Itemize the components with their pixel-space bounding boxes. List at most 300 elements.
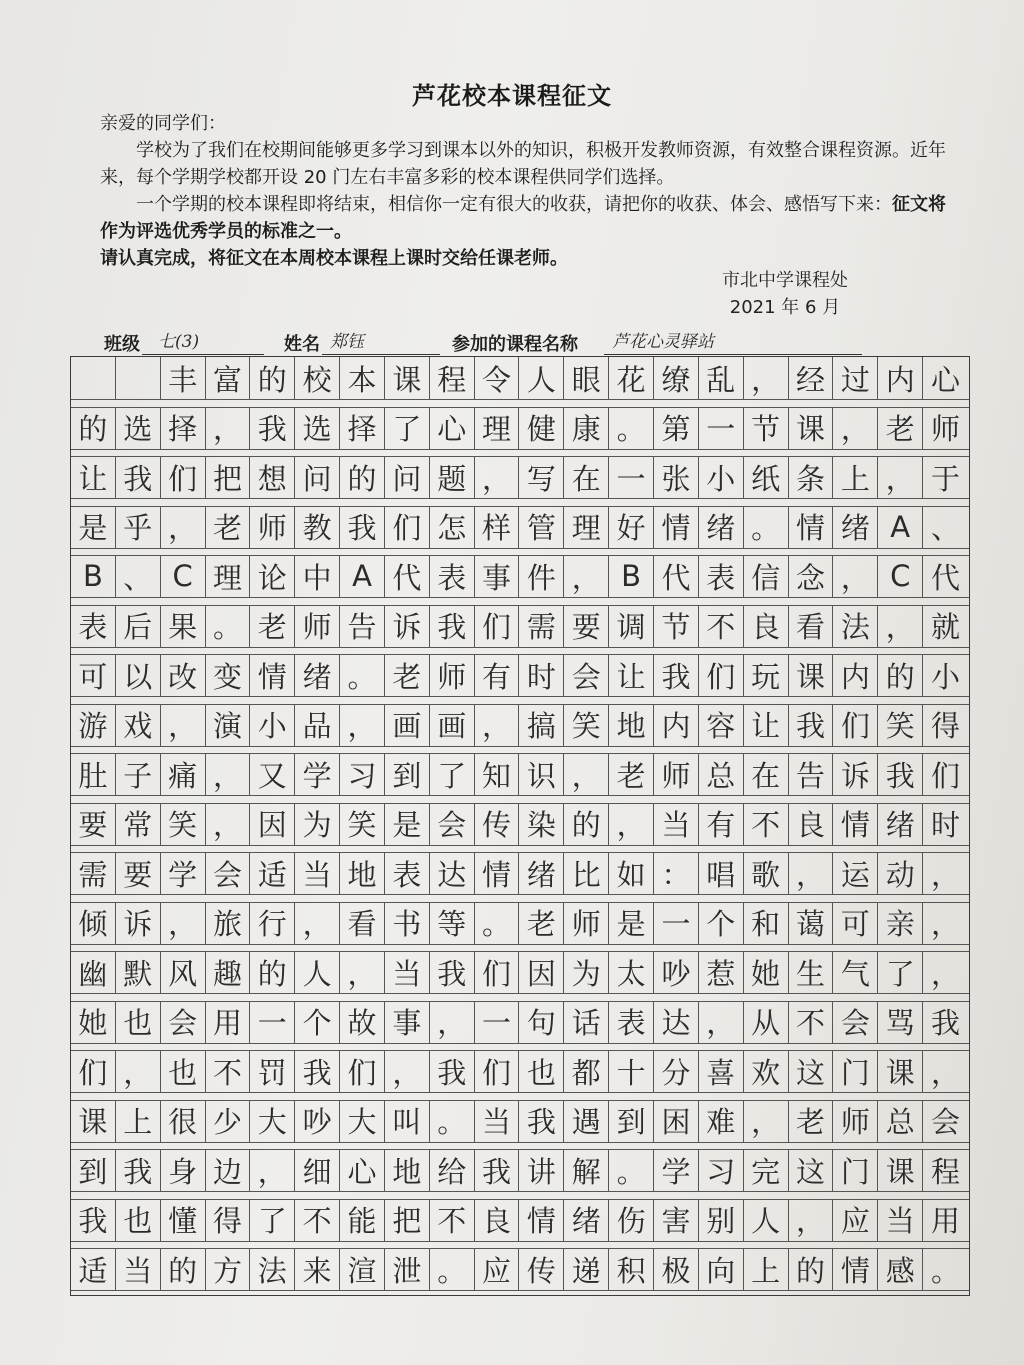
grid-cell: 良 (744, 605, 789, 647)
grid-row-gap-line (71, 1142, 969, 1143)
grid-cell: 染 (520, 803, 565, 845)
greeting: 亲爱的同学们： (100, 113, 226, 134)
grid-cell: 绪 (564, 1199, 609, 1241)
grid-cell: 。 (430, 1248, 475, 1290)
grid-cell: 心 (340, 1149, 385, 1191)
grid-cell: 事 (475, 555, 520, 597)
grid-cell: 气 (833, 951, 878, 993)
grid-cell: 老 (206, 506, 251, 548)
grid-cell: 表 (699, 555, 744, 597)
grid-cell: 总 (699, 753, 744, 795)
intro-paragraph-1: 学校为了我们在校期间能够更多学习到课本以外的知识，积极开发教师资源，有效整合课程资源。近年来，每个学期学校都开设 20 门左右丰富多彩的校本课程供同学们选择。 (100, 140, 946, 188)
grid-cell: 我 (250, 407, 295, 449)
grid-cell: 人 (520, 357, 565, 399)
grid-cell: A (878, 506, 923, 548)
grid-cell: 我 (430, 1050, 475, 1092)
grid-cell: 师 (564, 902, 609, 944)
grid-cell: 用 (206, 1001, 251, 1043)
grid-cell: 代 (654, 555, 699, 597)
course-field-line (604, 354, 862, 355)
grid-cell: 程 (931, 1154, 961, 1189)
grid-cell: ， (475, 456, 520, 498)
grid-cell: 解 (564, 1149, 609, 1191)
grid-cell: 老 (878, 407, 923, 449)
grid-cell: 用 (931, 1204, 961, 1238)
grid-cell: 们 (833, 704, 878, 746)
grid-cell: 比 (564, 852, 609, 894)
grid-cell: 不 (744, 803, 789, 845)
grid-cell: 这 (789, 1149, 834, 1191)
grid-cell: 了 (878, 951, 923, 993)
grid-cell: ： (654, 852, 699, 894)
grid-cell: 上 (833, 456, 878, 498)
grid-cell: 情 (833, 1248, 878, 1290)
grid-cell: 幽 (71, 951, 116, 993)
grid-cell: ， (206, 753, 251, 795)
grid-cell: C (878, 555, 923, 597)
grid-cell: 们 (931, 758, 961, 793)
grid-cell: 和 (744, 902, 789, 944)
grid-cell: ， (744, 1100, 789, 1142)
grid-cell: C (161, 555, 206, 597)
grid-cell: 会 (161, 1001, 206, 1043)
grid-cell: 也 (116, 1199, 161, 1241)
grid-cell: 习 (699, 1149, 744, 1191)
grid-cell: 小 (931, 659, 961, 694)
grid-cell: 把 (385, 1199, 430, 1241)
grid-cell: 罚 (250, 1050, 295, 1092)
grid-cell: ， (699, 1001, 744, 1043)
grid-row (71, 407, 969, 457)
grid-cell: ， (116, 1050, 161, 1092)
grid-row (71, 555, 969, 605)
grid-cell: 改 (161, 654, 206, 696)
grid-cell: B (71, 555, 116, 597)
grid-cell: 乎 (116, 506, 161, 548)
grid-cell: 第 (654, 407, 699, 449)
grid-cell: 教 (295, 506, 340, 548)
grid-cell: ， (340, 951, 385, 993)
grid-row-gap-line (71, 696, 969, 697)
grid-cell: 戏 (116, 704, 161, 746)
grid-cell: 信 (744, 555, 789, 597)
grid-cell: 中 (295, 555, 340, 597)
grid-cell: 绪 (520, 852, 565, 894)
grid-cell: ， (931, 907, 961, 941)
grid-row-gap-line (71, 993, 969, 994)
grid-cell: 游 (71, 704, 116, 746)
grid-cell: 诉 (833, 753, 878, 795)
grid-cell: 告 (789, 753, 834, 795)
grid-cell: 到 (609, 1100, 654, 1142)
grid-cell: 倾 (71, 902, 116, 944)
grid-cell: 一 (475, 1001, 520, 1043)
grid-cell: ， (931, 956, 961, 991)
grid-cell: 又 (250, 753, 295, 795)
grid-cell: 花 (609, 357, 654, 399)
grid-cell: 师 (654, 753, 699, 795)
grid-cell: ， (564, 753, 609, 795)
grid-cell: 太 (609, 951, 654, 993)
grid-cell: 我 (654, 654, 699, 696)
grid-cell: 个 (295, 1001, 340, 1043)
grid-cell: 积 (609, 1248, 654, 1290)
sign-date: 2021 年 6 月 (729, 297, 841, 318)
grid-cell: 好 (609, 506, 654, 548)
class-field-line (142, 354, 264, 355)
grid-cell: 诉 (116, 902, 161, 944)
grid-cell: 们 (699, 654, 744, 696)
grid-cell: 一 (250, 1001, 295, 1043)
grid-cell: 情 (789, 506, 834, 548)
grid-cell: 我 (789, 704, 834, 746)
grid-cell: 论 (250, 555, 295, 597)
grid-row-gap-line (71, 1290, 969, 1291)
grid-cell: 后 (116, 605, 161, 647)
grid-cell: 行 (250, 902, 295, 944)
grid-cell: 问 (385, 456, 430, 498)
grid-cell: 惹 (699, 951, 744, 993)
grid-cell: 有 (699, 803, 744, 845)
grid-cell: ， (295, 902, 340, 944)
grid-row (71, 654, 969, 704)
grid-cell: 课 (789, 654, 834, 696)
grid-cell: 们 (161, 456, 206, 498)
grid-row (71, 852, 969, 902)
grid-cell: 念 (789, 555, 834, 597)
grid-cell: 法 (833, 605, 878, 647)
grid-cell: 当 (654, 803, 699, 845)
grid-cell: 风 (161, 951, 206, 993)
grid-cell: 丰 (161, 357, 206, 399)
grid-cell: 不 (699, 605, 744, 647)
grid-cell: 我 (430, 605, 475, 647)
grid-cell: 识 (520, 753, 565, 795)
grid-cell: 师 (250, 506, 295, 548)
grid-cell: 递 (564, 1248, 609, 1290)
grid-row (71, 357, 969, 407)
grid-cell: 的 (71, 407, 116, 449)
grid-cell: 当 (295, 852, 340, 894)
grid-row (71, 1050, 969, 1100)
grid-cell: 绪 (833, 506, 878, 548)
grid-cell: 她 (744, 951, 789, 993)
grid-row-gap-line (71, 944, 969, 945)
grid-cell: 让 (609, 654, 654, 696)
grid-cell: ， (833, 555, 878, 597)
grid-cell: 书 (385, 902, 430, 944)
grid-cell: 们 (71, 1050, 116, 1092)
grid-cell: 。 (609, 1149, 654, 1191)
grid-cell: 了 (385, 407, 430, 449)
grid-cell: 我 (71, 1199, 116, 1241)
grid-cell: 达 (654, 1001, 699, 1043)
grid-cell: 常 (116, 803, 161, 845)
grid-cell: 诉 (385, 605, 430, 647)
grid-row-gap-line (71, 1191, 969, 1192)
grid-cell: 蔼 (789, 902, 834, 944)
grid-cell: 上 (116, 1100, 161, 1142)
grid-cell: 笑 (340, 803, 385, 845)
grid-cell: 感 (878, 1248, 923, 1290)
grid-cell: 习 (340, 753, 385, 795)
grid-cell: 师 (931, 412, 961, 446)
grid-row-gap-line (71, 647, 969, 648)
grid-row (71, 1199, 969, 1249)
grid-cell: 欢 (744, 1050, 789, 1092)
grid-row (71, 951, 969, 1001)
grid-cell: 令 (475, 357, 520, 399)
grid-cell: 题 (430, 456, 475, 498)
grid-cell: 害 (654, 1199, 699, 1241)
grid-cell: 果 (161, 605, 206, 647)
grid-cell: ， (744, 357, 789, 399)
grid-cell: 择 (340, 407, 385, 449)
grid-cell: 怎 (430, 506, 475, 548)
grid-row (71, 753, 969, 803)
grid-cell: 告 (340, 605, 385, 647)
grid-cell: ， (161, 902, 206, 944)
grid-cell: 老 (789, 1100, 834, 1142)
grid-cell: 件 (520, 555, 565, 597)
grid-cell: 时 (520, 654, 565, 696)
grid-cell: 学 (654, 1149, 699, 1191)
grid-cell: 小 (250, 704, 295, 746)
grid-cell: 问 (295, 456, 340, 498)
grid-cell: 让 (744, 704, 789, 746)
grid-cell: 笑 (564, 704, 609, 746)
grid-cell: 。 (340, 654, 385, 696)
grid-cell: 的 (340, 456, 385, 498)
grid-cell: 默 (116, 951, 161, 993)
grid-cell (116, 357, 161, 399)
grid-cell: 笑 (161, 803, 206, 845)
grid-cell: 生 (789, 951, 834, 993)
grid-cell: ， (789, 852, 834, 894)
grid-cell: 歌 (744, 852, 789, 894)
grid-cell: 老 (609, 753, 654, 795)
name-field-line (322, 354, 440, 355)
grid-cell: 句 (520, 1001, 565, 1043)
grid-cell: 很 (161, 1100, 206, 1142)
grid-cell: 地 (609, 704, 654, 746)
grid-cell: ， (878, 456, 923, 498)
grid-cell: 地 (385, 1149, 430, 1191)
grid-row (71, 506, 969, 556)
grid-cell: 完 (744, 1149, 789, 1191)
grid-row (71, 605, 969, 655)
grid-cell: 就 (931, 610, 961, 644)
grid-cell: 细 (295, 1149, 340, 1191)
grid-row (71, 456, 969, 506)
grid-cell: 我 (340, 506, 385, 548)
grid-cell: 我 (475, 1149, 520, 1191)
grid-row-gap-line (71, 1043, 969, 1044)
grid-cell: 遇 (564, 1100, 609, 1142)
grid-cell: 适 (71, 1248, 116, 1290)
grid-cell: ， (340, 704, 385, 746)
grid-cell: 也 (520, 1050, 565, 1092)
grid-row (71, 704, 969, 754)
course-label: 参加的课程名称 (452, 334, 578, 355)
grid-cell: 搞 (520, 704, 565, 746)
grid-cell: 们 (340, 1050, 385, 1092)
grid-cell: 是 (609, 902, 654, 944)
grid-cell: 方 (206, 1248, 251, 1290)
grid-cell: 需 (520, 605, 565, 647)
grid-cell: 当 (878, 1199, 923, 1241)
grid-cell (71, 357, 116, 399)
grid-cell: A (340, 555, 385, 597)
grid-cell: ， (789, 1199, 834, 1241)
grid-row (71, 803, 969, 853)
grid-cell: 老 (520, 902, 565, 944)
grid-cell: 地 (340, 852, 385, 894)
grid-cell: 心 (931, 362, 961, 397)
intro-paragraph-3-text: 请认真完成，将征文在本周校本课程上课时交给任课老师。 (100, 248, 568, 269)
class-value: 七(3) (158, 332, 200, 352)
grid-cell: 适 (250, 852, 295, 894)
grid-cell: 法 (250, 1248, 295, 1290)
grid-cell: 心 (430, 407, 475, 449)
grid-cell: 向 (699, 1248, 744, 1290)
grid-cell: 样 (475, 506, 520, 548)
grid-cell: 少 (206, 1100, 251, 1142)
grid-cell: 极 (654, 1248, 699, 1290)
grid-cell: 喜 (699, 1050, 744, 1092)
grid-cell: 富 (206, 357, 251, 399)
grid-cell: 故 (340, 1001, 385, 1043)
grid-cell: 到 (71, 1149, 116, 1191)
grid-cell: 会 (206, 852, 251, 894)
grid-cell: 等 (430, 902, 475, 944)
grid-row (71, 902, 969, 952)
intro-paragraph-2 (100, 191, 960, 245)
grid-cell: 是 (385, 803, 430, 845)
instructions (100, 110, 960, 272)
grid-cell: 理 (475, 407, 520, 449)
grid-row-gap-line (71, 795, 969, 796)
grid-row-gap-line (71, 894, 969, 895)
grid-cell: 理 (206, 555, 251, 597)
grid-row-gap-line (71, 449, 969, 450)
grid-cell: 纸 (744, 456, 789, 498)
grid-cell: 情 (520, 1199, 565, 1241)
grid-cell: ， (161, 506, 206, 548)
grid-cell: 。 (430, 1100, 475, 1142)
grid-cell: 这 (789, 1050, 834, 1092)
grid-cell: 课 (71, 1100, 116, 1142)
grid-cell: 的 (250, 357, 295, 399)
grid-cell: 。 (475, 902, 520, 944)
grid-cell: 绪 (878, 803, 923, 845)
grid-cell: 良 (475, 1199, 520, 1241)
grid-cell: 是 (71, 506, 116, 548)
grid-cell: 表 (609, 1001, 654, 1043)
grid-cell: 门 (833, 1149, 878, 1191)
grid-cell: 亲 (878, 902, 923, 944)
grid-row-gap-line (71, 845, 969, 846)
grid-cell: 也 (161, 1050, 206, 1092)
grid-cell: 学 (295, 753, 340, 795)
grid-cell: 会 (931, 1105, 961, 1139)
grid-cell: 师 (295, 605, 340, 647)
grid-cell: 画 (385, 704, 430, 746)
grid-cell: 大 (340, 1100, 385, 1142)
grid-cell: 知 (475, 753, 520, 795)
grid-cell: 课 (878, 1050, 923, 1092)
grid-cell: 要 (116, 852, 161, 894)
grid-cell: 张 (654, 456, 699, 498)
grid-cell: 不 (295, 1199, 340, 1241)
class-label: 班级 (104, 334, 140, 355)
grid-cell: 在 (564, 456, 609, 498)
grid-cell: 康 (564, 407, 609, 449)
grid-cell: 一 (609, 456, 654, 498)
grid-cell: 上 (744, 1248, 789, 1290)
grid-cell: 想 (250, 456, 295, 498)
grid-cell: 趣 (206, 951, 251, 993)
grid-cell: 得 (931, 709, 961, 743)
grid-cell: 良 (789, 803, 834, 845)
grid-cell: 可 (71, 654, 116, 696)
grid-cell: 叫 (385, 1100, 430, 1142)
grid-cell: 人 (744, 1199, 789, 1241)
grid-cell: 有 (475, 654, 520, 696)
grid-cell: ， (206, 407, 251, 449)
grid-cell: 她 (71, 1001, 116, 1043)
grid-cell: 我 (878, 753, 923, 795)
grid-cell: 理 (564, 506, 609, 548)
grid-cell: ， (475, 704, 520, 746)
grid-cell: 因 (520, 951, 565, 993)
grid-cell: 选 (116, 407, 161, 449)
grid-cell: B (609, 555, 654, 597)
grid-cell: 程 (430, 357, 475, 399)
grid-cell: 演 (206, 704, 251, 746)
grid-cell: 我 (116, 1149, 161, 1191)
grid-cell: 让 (71, 456, 116, 498)
grid-cell: 我 (430, 951, 475, 993)
grid-cell: 会 (564, 654, 609, 696)
grid-cell: 缭 (654, 357, 699, 399)
grid-cell: 到 (385, 753, 430, 795)
grid-cell: 学 (161, 852, 206, 894)
grid-cell: 们 (475, 605, 520, 647)
grid-cell: 从 (744, 1001, 789, 1043)
grid-cell: 旅 (206, 902, 251, 944)
grid-cell: 讲 (520, 1149, 565, 1191)
grid-cell: 把 (206, 456, 251, 498)
grid-cell: 老 (250, 605, 295, 647)
grid-cell: 能 (340, 1199, 385, 1241)
grid-cell: 们 (475, 951, 520, 993)
grid-cell: 变 (206, 654, 251, 696)
grid-cell: 、 (931, 511, 961, 545)
grid-cell: 的 (161, 1248, 206, 1290)
grid-cell: 容 (699, 704, 744, 746)
grid-cell: 。 (609, 407, 654, 449)
grid-cell: 节 (744, 407, 789, 449)
grid-cell: 边 (206, 1149, 251, 1191)
grid-cell: 吵 (295, 1100, 340, 1142)
grid-cell: ， (609, 803, 654, 845)
grid-cell: 乱 (699, 357, 744, 399)
grid-cell: ， (833, 407, 878, 449)
grid-cell: 痛 (161, 753, 206, 795)
grid-cell: 了 (430, 753, 475, 795)
grid-cell: 内 (878, 357, 923, 399)
